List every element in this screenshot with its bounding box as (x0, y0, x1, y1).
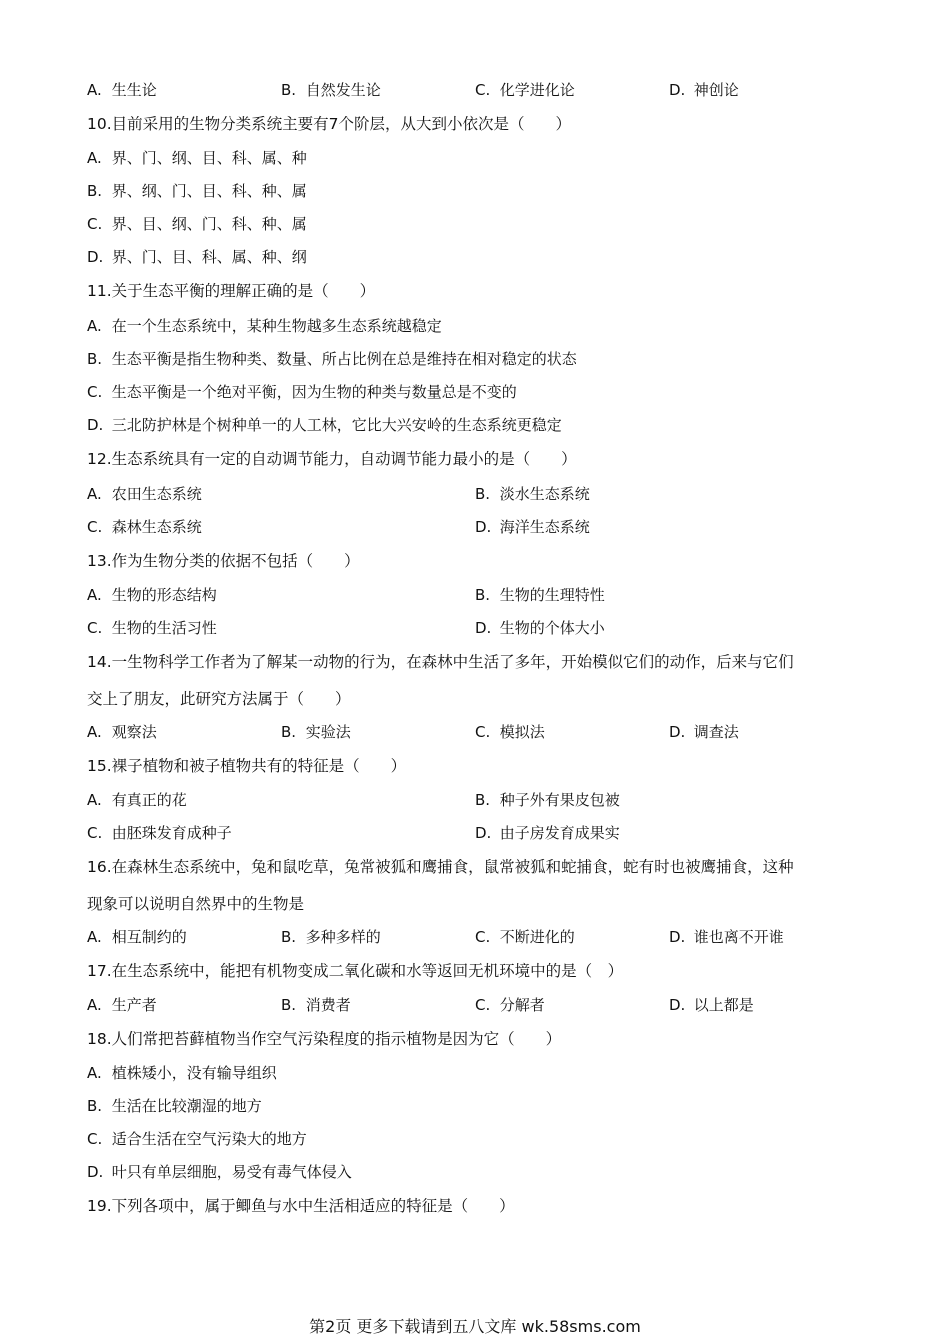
option-b: B. 生物的生理特性 (475, 586, 605, 604)
option-a: A. 在一个生态系统中，某种生物越多生态系统越稳定 (87, 317, 442, 335)
option-c: C. 分解者 (475, 996, 545, 1014)
question-14: 14.一生物科学工作者为了解某一动物的行为，在森林中生活了多年，开始模似它们的动作，后来与它们 (87, 653, 794, 671)
option-d: D. 谁也离不开谁 (669, 928, 784, 946)
question-13: 13.作为生物分类的依据不包括（ ） (87, 552, 360, 570)
question-11: 11.关于生态平衡的理解正确的是（ ） (87, 282, 376, 300)
option-d: D. 以上都是 (669, 996, 754, 1014)
question-14-continued: 交上了朋友，此研究方法属于（ ） (87, 690, 351, 708)
option-b: B. 淡水生态系统 (475, 485, 590, 503)
question-19: 19.下列各项中，属于鲫鱼与水中生活相适应的特征是（ ） (87, 1197, 515, 1215)
option-a: A. 生物的形态结构 (87, 586, 217, 604)
question-15: 15.裸子植物和被子植物共有的特征是（ ） (87, 757, 407, 775)
option-b: B. 种子外有果皮包被 (475, 791, 620, 809)
option-d: D. 由子房发育成果实 (475, 824, 620, 842)
option-c: C. 生态平衡是一个绝对平衡，因为生物的种类与数量总是不变的 (87, 383, 517, 401)
option-c: C. 适合生活在空气污染大的地方 (87, 1130, 307, 1148)
option-d: D. 生物的个体大小 (475, 619, 605, 637)
option-c: C. 生物的生活习性 (87, 619, 217, 637)
option-d: D. 界、门、目、科、属、种、纲 (87, 248, 307, 266)
option-c: C. 化学进化论 (475, 81, 575, 99)
question-16: 16.在森林生态系统中，兔和鼠吃草，兔常被狐和鹰捕食，鼠常被狐和蛇捕食，蛇有时也被鹰捕食，这种 (87, 858, 794, 876)
option-b: B. 界、纲、门、目、科、种、属 (87, 182, 307, 200)
question-10: 10.目前采用的生物分类系统主要有7个阶层，从大到小依次是（ ） (87, 115, 572, 133)
option-d: D. 神创论 (669, 81, 739, 99)
option-b: B. 消费者 (281, 996, 351, 1014)
option-d: D. 海洋生态系统 (475, 518, 590, 536)
option-a: A. 相互制约的 (87, 928, 187, 946)
question-17: 17.在生态系统中，能把有机物变成二氧化碳和水等返回无机环境中的是（ ） (87, 962, 624, 980)
option-c: C. 模拟法 (475, 723, 545, 741)
option-a: A. 有真正的花 (87, 791, 187, 809)
question-12: 12.生态系统具有一定的自动调节能力，自动调节能力最小的是（ ） (87, 450, 577, 468)
option-c: C. 由胚珠发育成种子 (87, 824, 232, 842)
option-b: B. 生态平衡是指生物种类、数量、所占比例在总是维持在相对稳定的状态 (87, 350, 577, 368)
option-b: B. 实验法 (281, 723, 351, 741)
option-b: B. 自然发生论 (281, 81, 381, 99)
question-16-continued: 现象可以说明自然界中的生物是 (87, 895, 305, 913)
option-c: C. 不断进化的 (475, 928, 575, 946)
option-a: A. 生产者 (87, 996, 157, 1014)
question-18: 18.人们常把苔藓植物当作空气污染程度的指示植物是因为它（ ） (87, 1030, 562, 1048)
page-footer: 第2页 更多下载请到五八文库 wk.58sms.com (309, 1317, 641, 1336)
option-b: B. 多种多样的 (281, 928, 381, 946)
option-a: A. 生生论 (87, 81, 157, 99)
option-c: C. 界、目、纲、门、科、种、属 (87, 215, 307, 233)
option-c: C. 森林生态系统 (87, 518, 202, 536)
option-d: D. 三北防护林是个树种单一的人工林，它比大兴安岭的生态系统更稳定 (87, 416, 562, 434)
option-d: D. 叶只有单层细胞，易受有毒气体侵入 (87, 1163, 352, 1181)
option-a: A. 植株矮小，没有输导组织 (87, 1064, 277, 1082)
option-d: D. 调查法 (669, 723, 739, 741)
option-a: A. 观察法 (87, 723, 157, 741)
option-a: A. 农田生态系统 (87, 485, 202, 503)
option-a: A. 界、门、纲、目、科、属、种 (87, 149, 307, 167)
option-b: B. 生活在比较潮湿的地方 (87, 1097, 262, 1115)
